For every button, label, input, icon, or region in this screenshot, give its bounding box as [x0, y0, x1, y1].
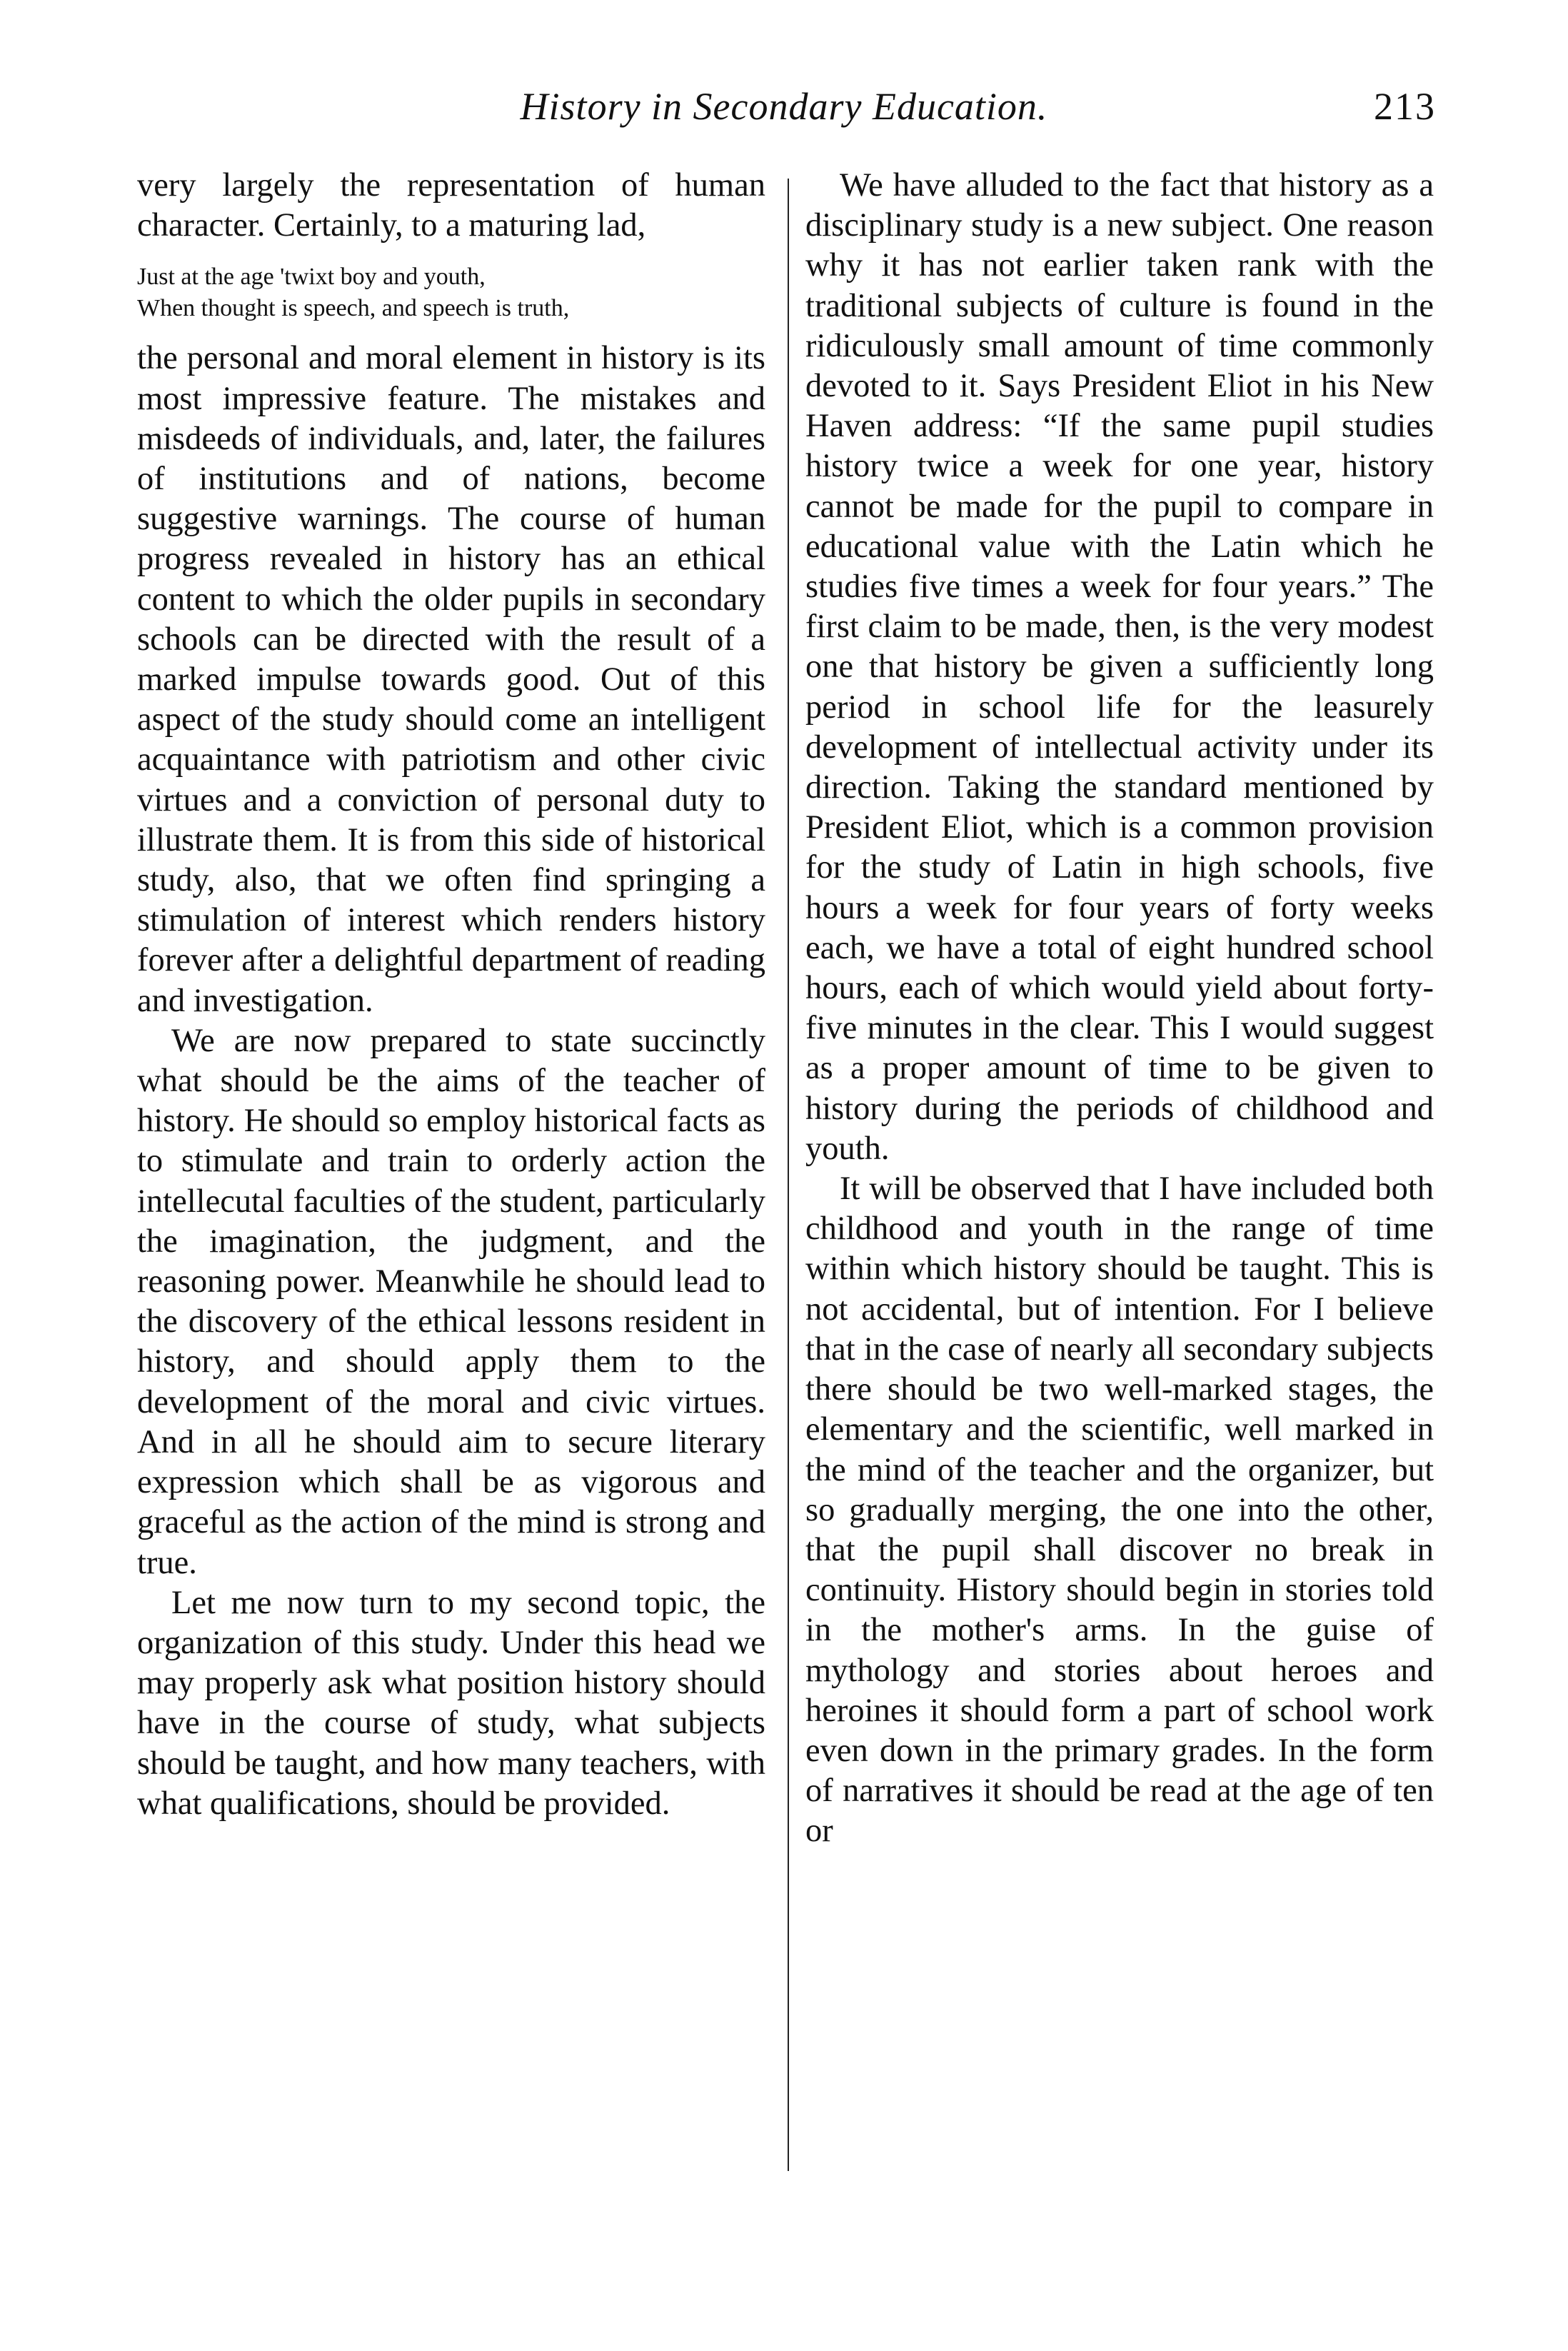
page-number: 213	[1374, 85, 1436, 128]
running-title: History in Secondary Education.	[520, 85, 1048, 128]
left-paragraph-4: Let me now turn to my second topic, the organization of this study. Under this head we may properly ask what position history should have in the course of study, what subjects should be taught, and how many teachers, with what qualifications, should be provided.	[137, 1584, 765, 1822]
left-column	[137, 166, 765, 1824]
right-paragraph-2: It will be observed that I have included both childhood and youth in the range of time within which history should be taught. This is not accidental, but of intention. For I believe that in the case of nearly all secondary subjects there should be two well-marked stages, the elementary and the scientific, well marked in the mind of the teacher and the organizer, but so gradually merging, the one into the other, that the pupil shall discover no break in continuity. History should begin in stories told in the mother's arms. In the guise of mythology and stories about heroes and heroines it should form a part of school work even down in the primary grades. In the form of narratives it should be read at the age of ten or	[805, 1171, 1434, 1850]
right-column	[805, 166, 1434, 1852]
verse-quotation	[137, 261, 765, 324]
right-paragraph-1: We have alluded to the fact that history as a disciplinary study is a new subject. One reason why it has not earlier taken rank with the traditional subjects of culture is found in the ridiculously small amount of time commonly devoted to it. Says President Eliot in his New Haven address: “If the same pupil studies history twice a week for one year, history cannot be made for the pupil to compare in educational value with the Latin which he studies five times a week for four years.” The first claim to be made, then, is the very modest one that history be given a sufficiently long period in school life for the leasurely development of intellectual activity under its direction. Taking the standard mentioned by President Eliot, which is a common provision for the study of Latin in high schools, five hours a week for four years of forty weeks each, we have a total of eight hundred school hours, each of which would yield about forty-five minutes in the clear. This I would suggest as a proper amount of time to be given to history during the periods of childhood and youth.	[805, 167, 1434, 1167]
left-paragraph-3: We are now prepared to state succinctly what should be the aims of the teacher of history. He should so employ historical facts as to stimulate and train to orderly action the intellecutal faculties of the student, particularly the imagination, the judgment, and the reasoning power. Meanwhile he should lead to the discovery of the ethical lessons resident in history, and should apply them to the development of the moral and civic virtues. And in all he should aim to secure literary expression which shall be as vigorous and graceful as the action of the mind is strong and true.	[137, 1022, 765, 1581]
verse-line-1: Just at the age 'twixt boy and youth,	[137, 264, 486, 291]
left-paragraph-2: the personal and moral element in history is its most impressive feature. The mistakes and misdeeds of individuals, and, later, the failures of institutions and of nations, become suggestive warnings. The course of human progress revealed in history has an ethical content to which the older pupils in secondary schools can be directed with the result of a marked impulse towards good. Out of this aspect of the study should come an intelligent acquaintance with patriotism and other civic virtues and a conviction of personal duty to illustrate them. It is from this side of historical study, also, that we often find springing a stimulation of interest which renders history forever after a delightful department of reading and investigation.	[137, 340, 765, 1019]
running-head	[0, 84, 1568, 134]
verse-line-2: When thought is speech, and speech is truth,	[137, 295, 570, 322]
column-divider	[788, 179, 789, 2171]
left-paragraph-1: very largely the representation of human character. Certainly, to a maturing lad,	[137, 167, 765, 244]
